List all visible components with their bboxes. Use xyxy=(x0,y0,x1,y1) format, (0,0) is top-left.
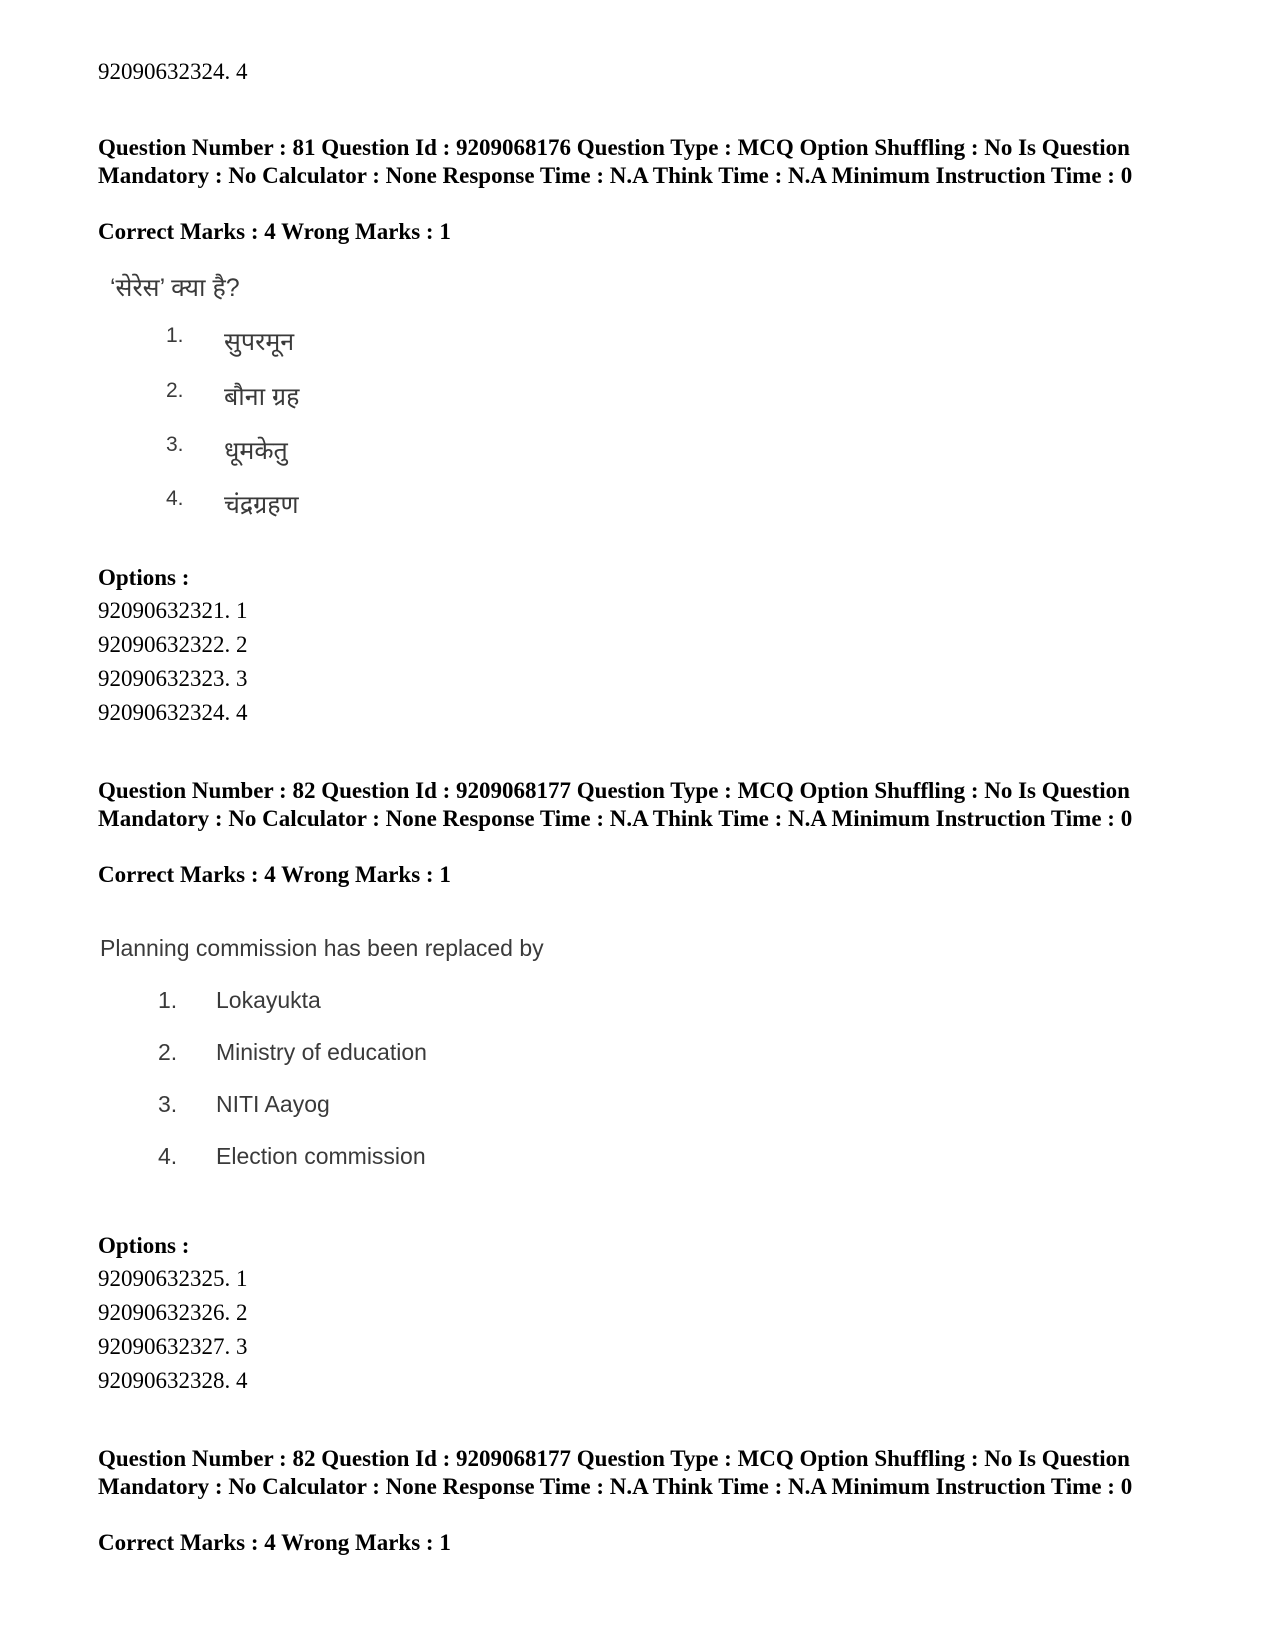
choice-number: 1. xyxy=(158,987,178,1013)
q82-repeat-marks: Correct Marks : 4 Wrong Marks : 1 xyxy=(98,1530,451,1555)
choice-text: Ministry of education xyxy=(216,1039,427,1065)
q82-option-2: 92090632326. 2 xyxy=(98,1300,248,1325)
q82-option-4: 92090632328. 4 xyxy=(98,1368,248,1393)
q81-option-1: 92090632321. 1 xyxy=(98,598,248,623)
choice-number: 3. xyxy=(166,433,184,456)
choice-number: 1. xyxy=(166,324,184,347)
q82-meta: Question Number : 82 Question Id : 9209068177 Question Type : MCQ Option Shuffling : No Is Question Mandatory : No Calculator : None Response Time : N.A Think Time : N.A Minimum Instruction Time : 0 xyxy=(98,778,1133,831)
q81-marks: Correct Marks : 4 Wrong Marks : 1 xyxy=(98,219,451,244)
q81-options-label: Options : xyxy=(98,565,190,590)
q82-stem: Planning commission has been replaced by xyxy=(100,935,544,961)
q81-option-3: 92090632323. 3 xyxy=(98,666,248,691)
q81-question-image xyxy=(98,270,498,540)
q81-meta: Question Number : 81 Question Id : 9209068176 Question Type : MCQ Option Shuffling : No Is Question Mandatory : No Calculator : None Response Time : N.A Think Time : N.A Minimum Instruction Time : 0 xyxy=(98,135,1133,188)
choice-text: धूमकेतु xyxy=(224,437,288,465)
choice-text: सुपरमून xyxy=(224,328,295,356)
previous-option-line: 92090632324. 4 xyxy=(98,59,248,84)
choice-text: बौना ग्रह xyxy=(224,383,300,411)
choice-number: 2. xyxy=(158,1039,178,1065)
q82-option-1: 92090632325. 1 xyxy=(98,1266,248,1291)
q82-options-label: Options : xyxy=(98,1233,190,1258)
q82-marks: Correct Marks : 4 Wrong Marks : 1 xyxy=(98,862,451,887)
choice-text: Election commission xyxy=(216,1143,426,1169)
choice-text: NITI Aayog xyxy=(216,1091,330,1117)
choice-text: Lokayukta xyxy=(216,987,321,1013)
q82-question-image xyxy=(100,935,600,1175)
q81-stem: ‘सेरेस’ क्या है? xyxy=(110,274,240,302)
q81-option-4: 92090632324. 4 xyxy=(98,700,248,725)
choice-number: 3. xyxy=(158,1091,178,1117)
choice-number: 2. xyxy=(166,379,184,402)
q82-option-3: 92090632327. 3 xyxy=(98,1334,248,1359)
q81-option-2: 92090632322. 2 xyxy=(98,632,248,657)
choice-number: 4. xyxy=(166,487,184,510)
q82-repeat-meta: Question Number : 82 Question Id : 9209068177 Question Type : MCQ Option Shuffling : No Is Question Mandatory : No Calculator : None Response Time : N.A Think Time : N.A Minimum Instruction Time : 0 xyxy=(98,1446,1133,1499)
choice-number: 4. xyxy=(158,1143,178,1169)
choice-text: चंद्रग्रहण xyxy=(224,491,299,519)
